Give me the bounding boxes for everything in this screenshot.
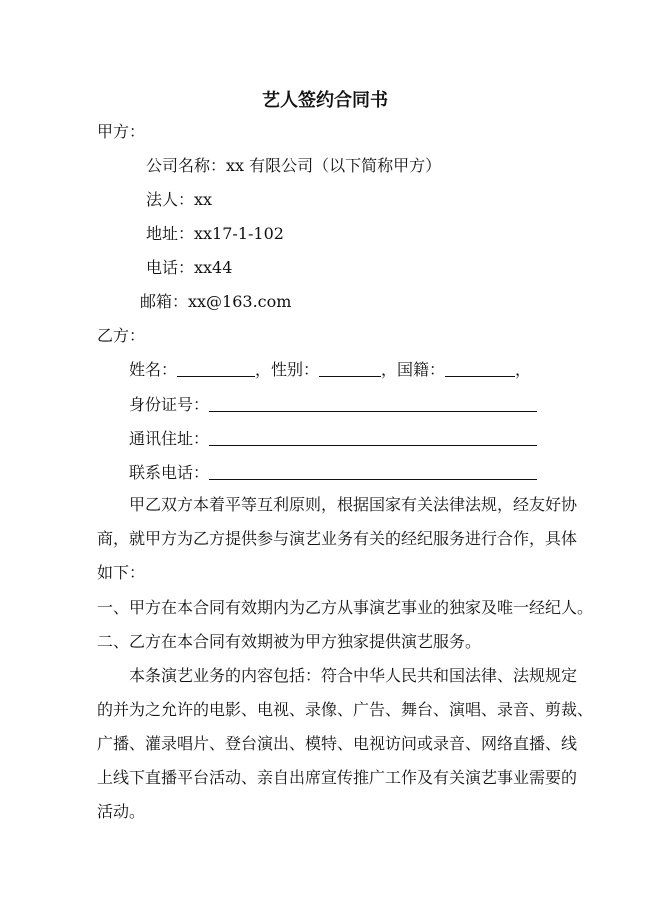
clause-2: 二、乙方在本合同有效期被为甲方独家提供演艺服务。 <box>97 632 482 651</box>
scope-line-4: 上线下直播平台活动、亲自出席宣传推广工作及有关演艺事业需要的 <box>97 768 578 787</box>
intro-line-1: 甲乙双方本着平等互利原则，根据国家有关法律法规，经友好协 <box>129 495 578 514</box>
gender-label: ，性别： <box>255 360 320 379</box>
party-a-address: 地址：xx17-1-102 <box>146 224 284 243</box>
scope-line-5: 活动。 <box>97 802 146 821</box>
party-b-phone-row <box>129 462 537 484</box>
party-a-company: 公司名称：xx 有限公司（以下简称甲方） <box>146 156 442 175</box>
party-b-heading: 乙方： <box>97 326 146 345</box>
party-b-address-row <box>129 428 537 450</box>
nationality-label: ，国籍： <box>381 360 446 379</box>
id-blank[interactable] <box>209 395 537 412</box>
party-a-email: 邮箱：xx@163.com <box>140 292 292 311</box>
name-label: 姓名： <box>129 360 178 379</box>
gender-blank[interactable] <box>319 360 381 377</box>
scope-line-1: 本条演艺业务的内容包括：符合中华人民共和国法律、法规规定 <box>129 666 578 685</box>
party-b-basic-info-row <box>129 359 531 381</box>
party-b-id-row <box>129 394 537 416</box>
scope-line-3: 广播、灌录唱片、登台演出、模特、电视访问或录音、网络直播、线 <box>97 734 578 753</box>
clause-1: 一、甲方在本合同有效期内为乙方从事演艺事业的独家及唯一经纪人。 <box>97 598 594 617</box>
nationality-blank[interactable] <box>445 360 515 377</box>
address-label: 通讯住址： <box>129 429 210 448</box>
party-a-heading: 甲方： <box>97 122 146 141</box>
phone-label: 联系电话： <box>129 463 210 482</box>
intro-line-3: 如下： <box>97 563 146 582</box>
party-a-phone: 电话：xx44 <box>146 258 233 277</box>
scope-line-2: 的并为之允许的电影、电视、录像、广告、舞台、演唱、录音、剪裁、 <box>97 700 594 719</box>
contract-title: 艺人签约合同书 <box>262 90 388 111</box>
id-label: 身份证号： <box>129 395 210 414</box>
intro-line-2: 商，就甲方为乙方提供参与演艺业务有关的经纪服务进行合作，具体 <box>97 529 578 548</box>
trailing-comma: ， <box>515 360 532 379</box>
party-a-legal-rep: 法人：xx <box>146 190 213 209</box>
address-blank[interactable] <box>209 429 537 446</box>
phone-blank[interactable] <box>209 463 537 480</box>
name-blank[interactable] <box>177 360 255 377</box>
